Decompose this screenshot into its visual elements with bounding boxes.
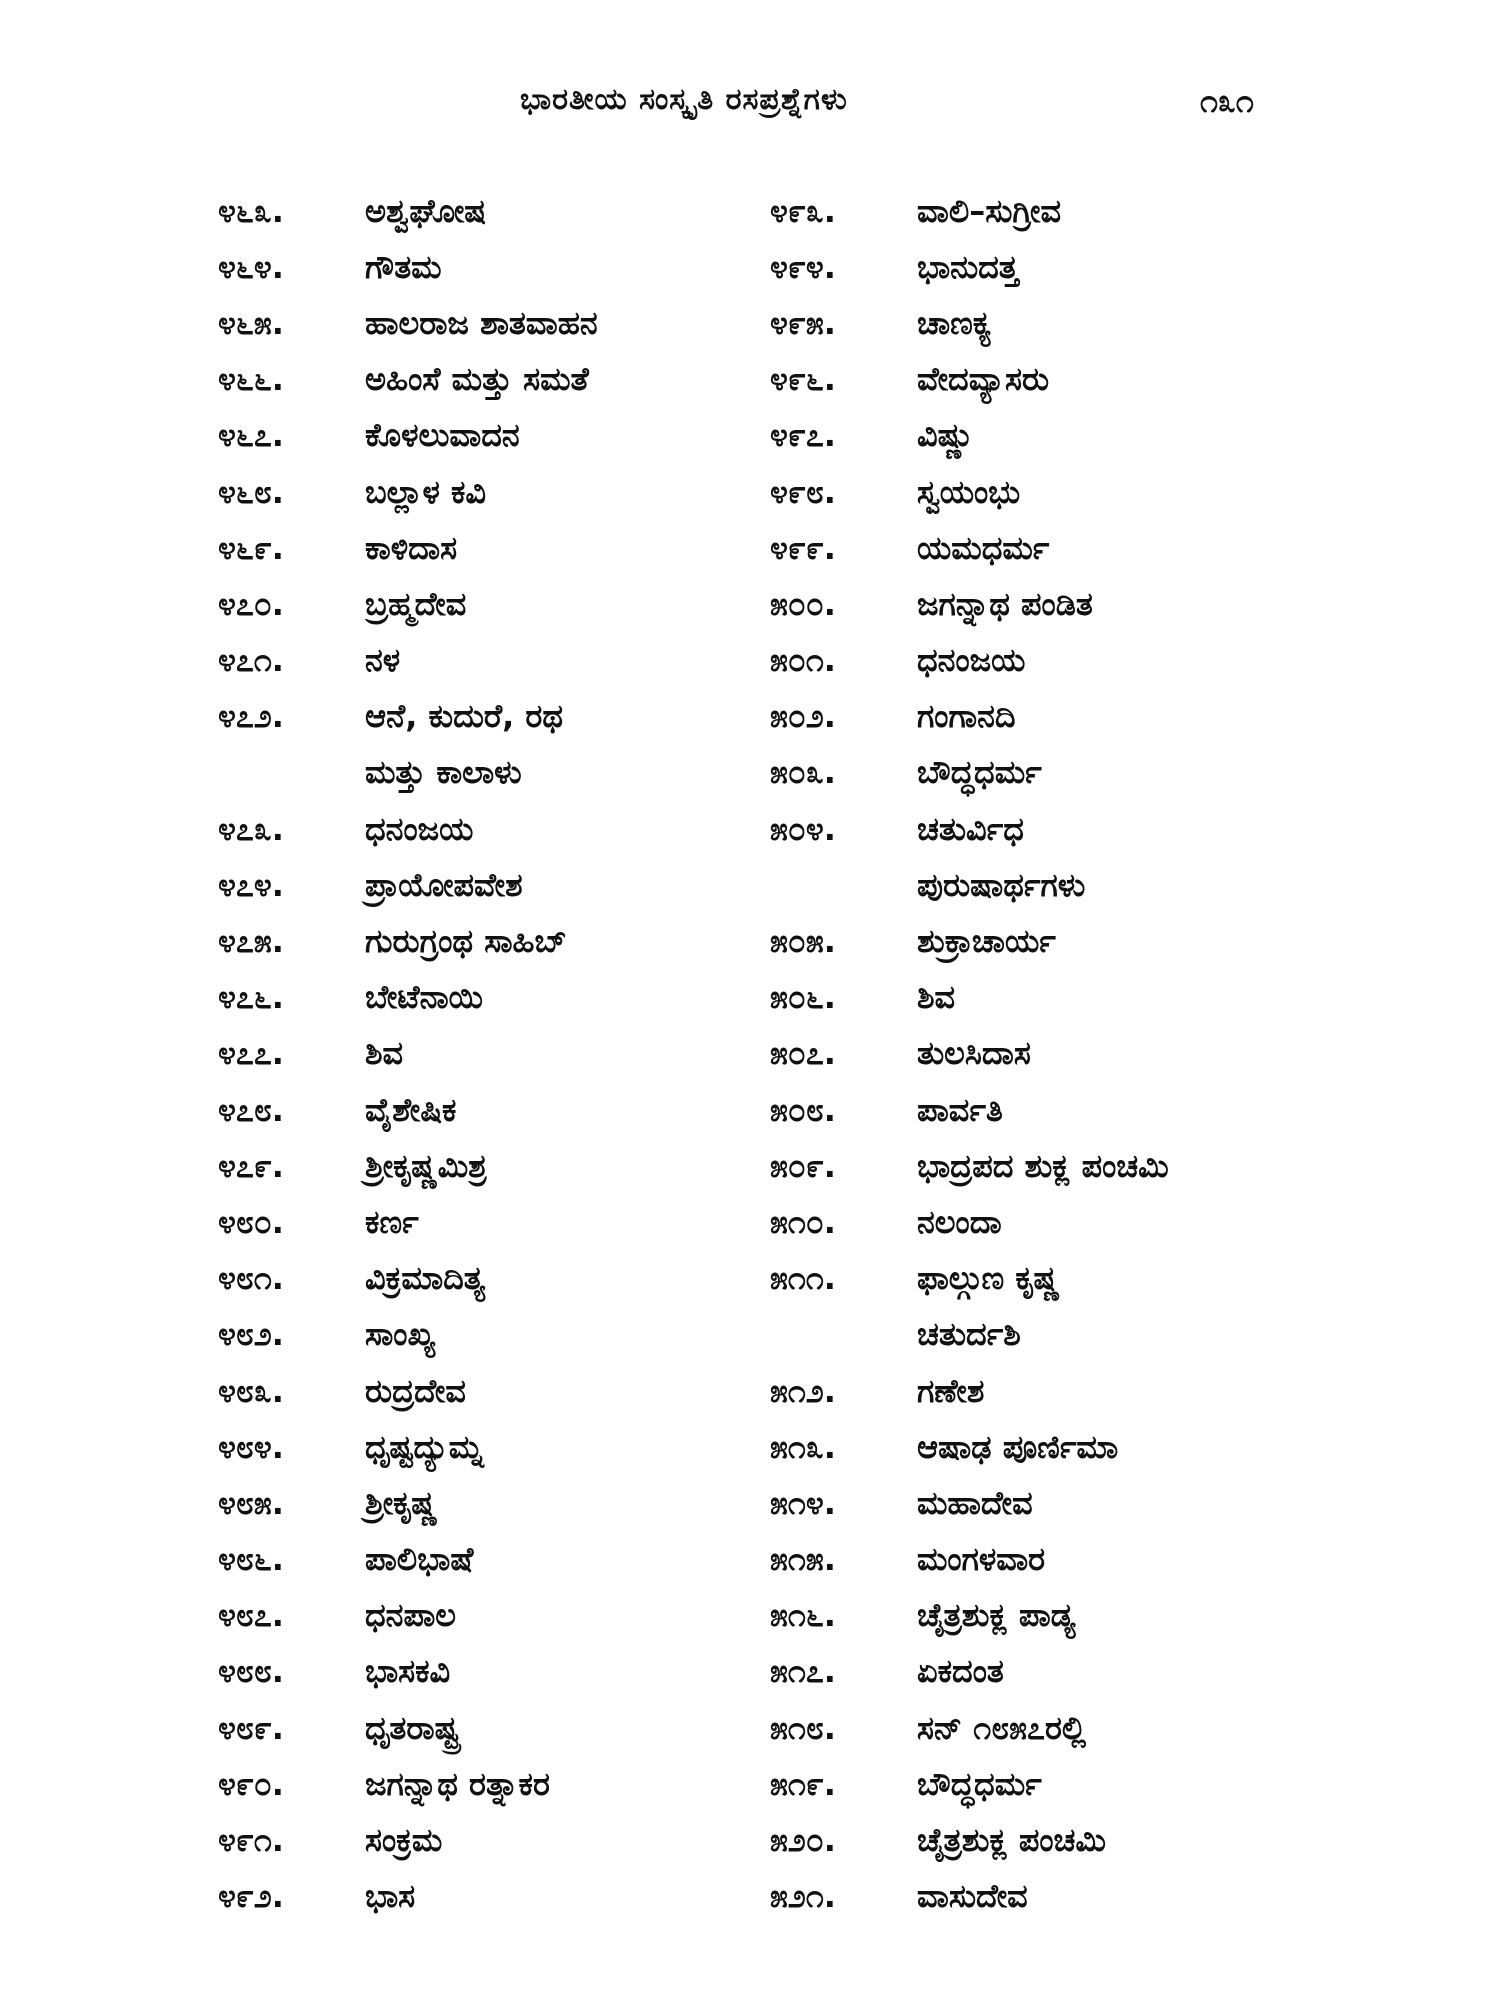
- question-number: ೪೯೦.: [218, 1764, 284, 1803]
- running-title: ಭಾರತೀಯ ಸಂಸ್ಕೃತಿ ರಸಪ್ರಶ್ನೆಗಳು: [520, 82, 848, 117]
- answer-entry: [770, 970, 1330, 1026]
- question-number: ೫೧೨.: [770, 1371, 836, 1410]
- question-number: ೪೭೬.: [218, 978, 284, 1017]
- answer-text: ಗುರುಗ್ರಂಥ ಸಾಹಿಬ್: [365, 922, 567, 961]
- question-number: ೪೭೨.: [218, 697, 284, 736]
- answer-entry: [218, 801, 778, 857]
- answer-text: ಕಾಳಿದಾಸ: [365, 528, 458, 567]
- answer-entry: [770, 1251, 1330, 1307]
- question-number: ೫೧೫.: [770, 1540, 836, 1579]
- question-number: ೫೨೦.: [770, 1821, 836, 1860]
- answer-entry: [218, 633, 778, 689]
- question-number: ೪೭೮.: [218, 1090, 284, 1129]
- question-number: ೪೮೪.: [218, 1427, 284, 1466]
- answer-text: ಚತುರ್ವಿಧ: [917, 809, 1024, 848]
- answer-text: ಪ್ರಾಯೋಪವೇಶ: [365, 865, 523, 904]
- answer-entry: [218, 1588, 778, 1644]
- answer-text: ಧನಪಾಲ: [365, 1596, 457, 1635]
- answers-column-right: [770, 183, 1330, 1925]
- answer-entry: [218, 857, 778, 913]
- answer-entry: [218, 295, 778, 351]
- question-number: ೪೭೭.: [218, 1034, 284, 1073]
- question-number: ೪೮೫.: [218, 1483, 284, 1522]
- answer-entry: [770, 1307, 1330, 1363]
- answer-entry: [218, 239, 778, 295]
- answer-text: ಸನ್ ೧೮೫೭ರಲ್ಲಿ: [917, 1708, 1087, 1747]
- answer-text: ಗಂಗಾನದಿ: [917, 697, 1016, 736]
- question-number: ೪೮೧.: [218, 1259, 284, 1298]
- answer-text: ಆನೆ, ಕುದುರೆ, ರಥ: [365, 697, 564, 736]
- answer-entry: [218, 970, 778, 1026]
- answer-entry: [770, 1869, 1330, 1925]
- answer-entry: [218, 1026, 778, 1082]
- answer-entry: [770, 1756, 1330, 1812]
- question-number: ೪೮೭.: [218, 1596, 284, 1635]
- question-number: ೫೧೯.: [770, 1764, 836, 1803]
- answer-entry: [770, 576, 1330, 632]
- answer-entry: [770, 464, 1330, 520]
- question-number: ೪೮೯.: [218, 1708, 284, 1747]
- answer-text: ವೈಶೇಷಿಕ: [365, 1090, 457, 1129]
- answer-text: ಚಾಣಕ್ಯ: [917, 303, 992, 342]
- answer-entry: [218, 1869, 778, 1925]
- question-number: ೪೭೦.: [218, 584, 284, 623]
- answer-text: ವಾಲಿ–ಸುಗ್ರೀವ: [917, 191, 1062, 230]
- answer-entry: [218, 689, 778, 745]
- question-number: ೫೦೧.: [770, 641, 836, 680]
- answer-text: ಸಂಕ್ರಮ: [365, 1821, 443, 1860]
- answer-text: ಪಾರ್ವತಿ: [917, 1090, 1003, 1129]
- answer-text: ಬಲ್ಲಾಳ ಕವಿ: [365, 472, 487, 511]
- answer-text: ಸ್ವಯಂಭು: [917, 472, 1021, 511]
- answer-text: ಭಾನುದತ್ತ: [917, 247, 1019, 286]
- answer-text: ವಿಕ್ರಮಾದಿತ್ಯ: [365, 1259, 486, 1298]
- question-number: ೪೯೫.: [770, 303, 836, 342]
- answer-text: ಬೇಟೆನಾಯಿ: [365, 978, 484, 1017]
- question-number: ೪೬೫.: [218, 303, 284, 342]
- answer-entry: [218, 1251, 778, 1307]
- answer-text: ಚತುರ್ದಶಿ: [917, 1315, 1021, 1354]
- question-number: ೪೬೩.: [218, 191, 284, 230]
- answer-text: ಶಿವ: [365, 1034, 404, 1073]
- question-number: ೫೧೩.: [770, 1427, 836, 1466]
- question-number: ೪೭೫.: [218, 922, 284, 961]
- question-number: ೫೦೮.: [770, 1090, 836, 1129]
- answer-entry: [770, 239, 1330, 295]
- answer-entry: [218, 1138, 778, 1194]
- question-number: ೪೮೮.: [218, 1652, 284, 1691]
- question-number: ೪೬೭.: [218, 416, 284, 455]
- answer-text: ಫಾಲ್ಗುಣ ಕೃಷ್ಣ: [917, 1259, 1060, 1298]
- question-number: ೪೯೪.: [770, 247, 836, 286]
- answer-text: ತುಲಸಿದಾಸ: [917, 1034, 1031, 1073]
- answer-text: ಧೃಷ್ಟದ್ಯುಮ್ನ: [365, 1427, 484, 1466]
- answer-entry: [770, 1419, 1330, 1475]
- question-number: ೫೧೭.: [770, 1652, 836, 1691]
- answer-entry: [218, 1700, 778, 1756]
- answer-entry: [770, 689, 1330, 745]
- answer-text: ಏಕದಂತ: [917, 1652, 1004, 1691]
- question-number: ೪೭೯.: [218, 1146, 284, 1185]
- question-number: ೫೧೬.: [770, 1596, 836, 1635]
- answer-entry: [218, 913, 778, 969]
- answer-entry: [770, 352, 1330, 408]
- answer-text: ಗಣೇಶ: [917, 1371, 985, 1410]
- question-number: ೪೭೧.: [218, 641, 284, 680]
- question-number: ೫೦೯.: [770, 1146, 836, 1185]
- answer-text: ಮತ್ತು ಕಾಲಾಳು: [365, 753, 522, 792]
- answer-entry: [770, 745, 1330, 801]
- question-number: ೪೮೨.: [218, 1315, 284, 1354]
- answer-text: ಭಾಸಕವಿ: [365, 1652, 451, 1691]
- answer-entry: [770, 633, 1330, 689]
- answer-entry: [218, 1194, 778, 1250]
- answer-entry: [218, 1363, 778, 1419]
- answer-text: ನಳ: [365, 641, 401, 680]
- answer-text: ವಾಸುದೇವ: [917, 1877, 1028, 1916]
- page-number: ೧೩೧: [1200, 82, 1254, 120]
- question-number: ೪೮೩.: [218, 1371, 284, 1410]
- answer-text: ಹಾಲರಾಜ ಶಾತವಾಹನ: [365, 303, 598, 342]
- answer-entry: [218, 183, 778, 239]
- answer-entry: [218, 1082, 778, 1138]
- answer-text: ಭಾದ್ರಪದ ಶುಕ್ಲ ಪಂಚಮಿ: [917, 1146, 1169, 1185]
- answer-text: ವಿಷ್ಣು: [917, 416, 975, 455]
- question-number: ೪೯೭.: [770, 416, 836, 455]
- question-number: ೪೮೬.: [218, 1540, 284, 1579]
- answer-text: ಶ್ರೀಕೃಷ್ಣ: [365, 1483, 438, 1522]
- answer-entry: [218, 520, 778, 576]
- question-number: ೫೦೫.: [770, 922, 836, 961]
- question-number: ೪೭೩.: [218, 809, 284, 848]
- answer-text: ಕೊಳಲುವಾದನ: [365, 416, 520, 455]
- answer-entry: [770, 1644, 1330, 1700]
- answer-text: ಕರ್ಣ: [365, 1202, 419, 1241]
- answer-entry: [770, 1194, 1330, 1250]
- answer-entry: [218, 408, 778, 464]
- question-number: ೪೭೪.: [218, 865, 284, 904]
- answer-entry: [770, 408, 1330, 464]
- answer-text: ಸಾಂಖ್ಯ: [365, 1315, 436, 1354]
- answer-text: ಶುಕ್ರಾಚಾರ್ಯ: [917, 922, 1056, 961]
- question-number: ೪೯೧.: [218, 1821, 284, 1860]
- answer-entry: [770, 520, 1330, 576]
- answer-text: ಬ್ರಹ್ಮದೇವ: [365, 584, 467, 623]
- answer-entry: [218, 576, 778, 632]
- answer-text: ಧೃತರಾಷ್ಟ್ರ: [365, 1708, 460, 1747]
- question-number: ೪೬೬.: [218, 360, 284, 399]
- question-number: ೪೯೯.: [770, 528, 836, 567]
- question-number: ೫೦೬.: [770, 978, 836, 1017]
- answer-entry: [218, 1475, 778, 1531]
- page-header: [0, 82, 1500, 132]
- answer-text: ಜಗನ್ನಾಥ ಪಂಡಿತ: [917, 584, 1093, 623]
- question-number: ೪೯೬.: [770, 360, 836, 399]
- answer-entry: [770, 1700, 1330, 1756]
- answer-entry: [770, 1026, 1330, 1082]
- answer-text: ಅಶ್ವಘೋಷ: [365, 191, 487, 230]
- answer-text: ವೇದವ್ಯಾಸರು: [917, 360, 1050, 399]
- answer-text: ನಲಂದಾ: [917, 1202, 1002, 1241]
- answer-entry: [218, 1307, 778, 1363]
- answer-entry: [218, 1756, 778, 1812]
- answer-text: ಅಹಿಂಸೆ ಮತ್ತು ಸಮತೆ: [365, 360, 589, 399]
- question-number: ೫೦೭.: [770, 1034, 836, 1073]
- answer-text: ಶ್ರೀಕೃಷ್ಣಮಿಶ್ರ: [365, 1146, 488, 1185]
- answer-entry: [218, 1419, 778, 1475]
- answer-text: ಧನಂಜಯ: [917, 641, 1026, 680]
- answer-entry: [770, 1138, 1330, 1194]
- answer-text: ಭಾಸ: [365, 1877, 416, 1916]
- question-number: ೫೧೮.: [770, 1708, 836, 1747]
- answer-entry: [770, 1532, 1330, 1588]
- answer-text: ಚೈತ್ರಶುಕ್ಲ ಪಾಡ್ಯ: [917, 1596, 1076, 1635]
- answer-entry: [218, 464, 778, 520]
- answer-entry: [770, 1363, 1330, 1419]
- answer-text: ಶಿವ: [917, 978, 956, 1017]
- answer-text: ಮಂಗಳವಾರ: [917, 1540, 1046, 1579]
- answer-text: ಆಷಾಢ ಪೂರ್ಣಿಮಾ: [917, 1427, 1119, 1466]
- question-number: ೫೧೦.: [770, 1202, 836, 1241]
- answer-entry: [770, 1588, 1330, 1644]
- answer-text: ಪಾಲಿಭಾಷೆ: [365, 1540, 474, 1579]
- answer-text: ಬೌದ್ಧಧರ್ಮ: [917, 1764, 1042, 1803]
- question-number: ೪೬೮.: [218, 472, 284, 511]
- answer-text: ಬೌದ್ಧಧರ್ಮ: [917, 753, 1042, 792]
- answer-entry: [770, 1812, 1330, 1868]
- question-number: ೫೦೨.: [770, 697, 836, 736]
- question-number: ೫೧೧.: [770, 1259, 836, 1298]
- answer-entry: [218, 1644, 778, 1700]
- answer-text: ಮಹಾದೇವ: [917, 1483, 1033, 1522]
- answer-entry: [770, 295, 1330, 351]
- answer-entry: [770, 857, 1330, 913]
- question-number: ೪೮೦.: [218, 1202, 284, 1241]
- answer-entry: [770, 183, 1330, 239]
- answers-column-left: [218, 183, 778, 1925]
- answer-text: ಜಗನ್ನಾಥ ರತ್ನಾಕರ: [365, 1764, 550, 1803]
- question-number: ೪೬೪.: [218, 247, 284, 286]
- answer-entry: [770, 1082, 1330, 1138]
- question-number: ೫೧೪.: [770, 1483, 836, 1522]
- answer-entry: [770, 913, 1330, 969]
- answer-entry: [770, 1475, 1330, 1531]
- answer-text: ಪುರುಷಾರ್ಥಗಳು: [917, 865, 1086, 904]
- answer-text: ರುದ್ರದೇವ: [365, 1371, 466, 1410]
- answer-entry: [218, 352, 778, 408]
- question-number: ೫೨೧.: [770, 1877, 836, 1916]
- answer-entry: [770, 801, 1330, 857]
- answer-entry: [218, 745, 778, 801]
- answer-entry: [218, 1812, 778, 1868]
- question-number: ೪೯೮.: [770, 472, 836, 511]
- question-number: ೪೯೩.: [770, 191, 836, 230]
- question-number: ೪೬೯.: [218, 528, 284, 567]
- question-number: ೫೦೪.: [770, 809, 836, 848]
- answer-entry: [218, 1532, 778, 1588]
- question-number: ೫೦೦.: [770, 584, 836, 623]
- answer-text: ಯಮಧರ್ಮ: [917, 528, 1050, 567]
- question-number: ೪೯೨.: [218, 1877, 284, 1916]
- answer-text: ಧನಂಜಯ: [365, 809, 474, 848]
- question-number: ೫೦೩.: [770, 753, 836, 792]
- answer-text: ಚೈತ್ರಶುಕ್ಲ ಪಂಚಮಿ: [917, 1821, 1106, 1860]
- answer-text: ಗೌತಮ: [365, 247, 442, 286]
